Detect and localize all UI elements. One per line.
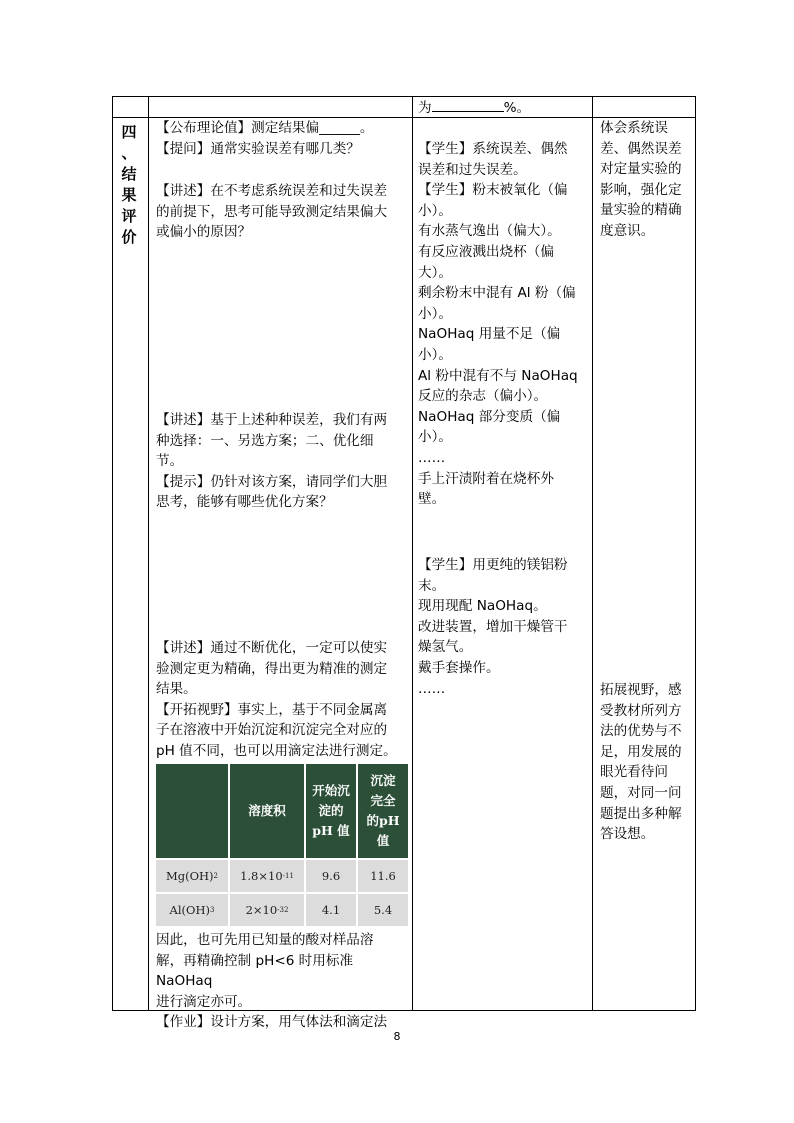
text-line: 小）。 [418, 202, 452, 219]
text-line: 小）。 [418, 346, 452, 363]
subscript: 2 [213, 872, 219, 880]
col-divider [112, 96, 113, 1011]
text-line: …… [418, 680, 446, 697]
text-line: 足，用发展的 [600, 743, 682, 760]
intent-block-1 [600, 118, 692, 242]
text-line: 或偏小的原因？ [156, 224, 252, 241]
teacher-block-5 [156, 930, 408, 1033]
section-char: 评 [121, 207, 137, 225]
text-line: Al 粉中混有不与 NaOHaq [418, 367, 578, 384]
header-line: 值 [376, 833, 390, 848]
text-line: 影响，强化定 [600, 181, 682, 198]
ksp-header-end-ph [358, 764, 408, 858]
col-divider [592, 96, 593, 1011]
top-row-suffix: %。 [503, 100, 531, 116]
teacher-block-1 [156, 118, 408, 159]
text-line: 【提示】仍针对该方案，请同学们大胆 [156, 473, 388, 490]
text-line: 题提出多种解 [600, 805, 682, 822]
student-block-2 [418, 555, 590, 699]
page-number: 8 [393, 1030, 401, 1043]
text-line: NaOHaq 部分变质（偏 [418, 408, 561, 425]
cell-text: Al(OH) [169, 903, 210, 917]
cell-text: Mg(OH) [165, 869, 214, 883]
section-char: 价 [121, 228, 137, 246]
ksp-row-ksp [230, 860, 304, 892]
text-line: 戴手套操作。 [418, 659, 500, 676]
text-line: 受教材所列方 [600, 702, 682, 719]
text-line: 【学生】系统误差、偶然 [418, 141, 568, 157]
section-char: 结 [121, 165, 137, 183]
col-divider [148, 96, 149, 1011]
text-line: 有反应液溅出烧杯（偏 [418, 243, 554, 260]
text-line: 【公布理论值】测定结果偏______。 [156, 120, 374, 136]
section-label [118, 122, 140, 248]
text-line: 结果。 [156, 681, 197, 698]
header-line: 溶度积 [248, 803, 286, 818]
text-line: 【提问】通常实验误差有哪几类？ [156, 140, 360, 157]
header-line: 的pH [366, 813, 400, 828]
text-line: 因此，也可先用已知量的酸对样品溶 [156, 932, 374, 948]
ksp-header-start-ph [306, 764, 356, 858]
text-line: 法的优势与不 [600, 723, 682, 740]
text-line: 对定量实验的 [600, 161, 682, 178]
text-line: 题，对同一问 [600, 784, 682, 801]
text-line: NaOHaq 用量不足（偏 [418, 326, 561, 343]
text-line: 【作业】设计方案，用气体法和滴定法 [156, 1014, 388, 1031]
text-line: 现用现配 NaOHaq。 [418, 598, 547, 615]
header-line: 开始沉 [312, 783, 350, 798]
section-char: 果 [121, 186, 137, 204]
text-line: 剩余粉末中混有 Al 粉（偏 [418, 285, 576, 302]
text-line: 度意识。 [600, 222, 655, 239]
ksp-row-ksp [230, 894, 304, 926]
header-line: 淀的 [318, 803, 344, 818]
text-line: 误差和过失误差。 [418, 161, 527, 178]
text-line: 反应的杂志（偏小）。 [418, 388, 548, 405]
intent-block-2 [600, 680, 692, 845]
text-line: pH 值不同，也可以用滴定法进行测定。 [156, 742, 397, 759]
section-char: 四 [121, 123, 137, 141]
text-line: 拓展视野，感 [600, 682, 682, 698]
section-char: 、 [121, 144, 137, 162]
text-line: 【讲述】在不考虑系统误差和过失误差 [156, 183, 388, 199]
text-line: 大）。 [418, 264, 452, 281]
text-line: …… [418, 449, 446, 466]
top-row-text [418, 97, 588, 119]
superscript: -11 [282, 872, 294, 880]
text-line: 进行滴定亦可。 [156, 993, 252, 1010]
text-line: 节。 [156, 453, 184, 470]
text-line: 差、偶然误差 [600, 140, 682, 157]
text-line: 眼光看待问 [600, 764, 668, 781]
text-line: 壁。 [418, 491, 446, 508]
col-divider [695, 96, 696, 1011]
ksp-header-ksp [230, 764, 304, 858]
text-line: 燥氢气。 [418, 639, 473, 656]
text-line: 答设想。 [600, 826, 655, 843]
text-line: 思考，能够有哪些优化方案？ [156, 494, 333, 511]
header-line: 完全 [370, 793, 396, 808]
text-line: 验测定更为精确，得出更为精准的测定 [156, 660, 388, 677]
teacher-block-2 [156, 181, 408, 243]
teacher-block-4 [156, 638, 408, 762]
col-divider [412, 96, 413, 1011]
text-line: 末。 [418, 577, 446, 594]
ksp-row-name [156, 860, 228, 892]
text-line: 量实验的精确 [600, 202, 682, 219]
ksp-table [156, 764, 408, 926]
text-line: 【讲述】基于上述种种误差，我们有两 [156, 412, 388, 428]
text-line: 改进装置，增加干燥管干 [418, 618, 568, 635]
text-line: 的前提下，思考可能导致测定结果偏大 [156, 203, 388, 220]
table-border-top [112, 96, 696, 97]
text-line: 解，再精确控制 pH<6 时用标准 NaOHaq [156, 952, 354, 990]
ksp-row-start-ph: 9.6 [306, 860, 356, 892]
text-line: 【学生】用更纯的镁铝粉 [418, 557, 568, 573]
header-line: pH 值 [312, 823, 350, 838]
header-line: 沉淀 [370, 773, 396, 788]
text-line: 小）。 [418, 429, 452, 446]
text-line: 【学生】粉末被氧化（偏 [418, 182, 568, 199]
teacher-block-3 [156, 410, 408, 513]
ksp-header-blank [156, 764, 228, 858]
fill-in-blank [432, 97, 504, 112]
superscript: -32 [277, 906, 289, 914]
text-line: 体会系统误 [600, 120, 668, 136]
student-block-1 [418, 139, 590, 510]
text-line: 手上汗渍附着在烧杯外 [418, 470, 554, 487]
text-line: 子在溶液中开始沉淀和沉淀完全对应的 [156, 722, 388, 739]
top-row-prefix: 为 [418, 100, 432, 116]
ksp-row-start-ph: 4.1 [306, 894, 356, 926]
text-line: 【开拓视野】事实上，基于不同金属离 [156, 701, 388, 718]
text-line: 小）。 [418, 305, 452, 322]
text-line: 种选择：一、另选方案；二、优化细 [156, 432, 374, 449]
ksp-row-name [156, 894, 228, 926]
cell-text: 1.8×10 [240, 869, 283, 883]
text-line: 【讲述】通过不断优化，一定可以使实 [156, 640, 388, 656]
ksp-row-end-ph: 5.4 [358, 894, 408, 926]
ksp-row-end-ph: 11.6 [358, 860, 408, 892]
cell-text: 2×10 [245, 903, 278, 917]
subscript: 3 [209, 906, 215, 914]
text-line: 有水蒸气逸出（偏大）。 [418, 223, 561, 240]
